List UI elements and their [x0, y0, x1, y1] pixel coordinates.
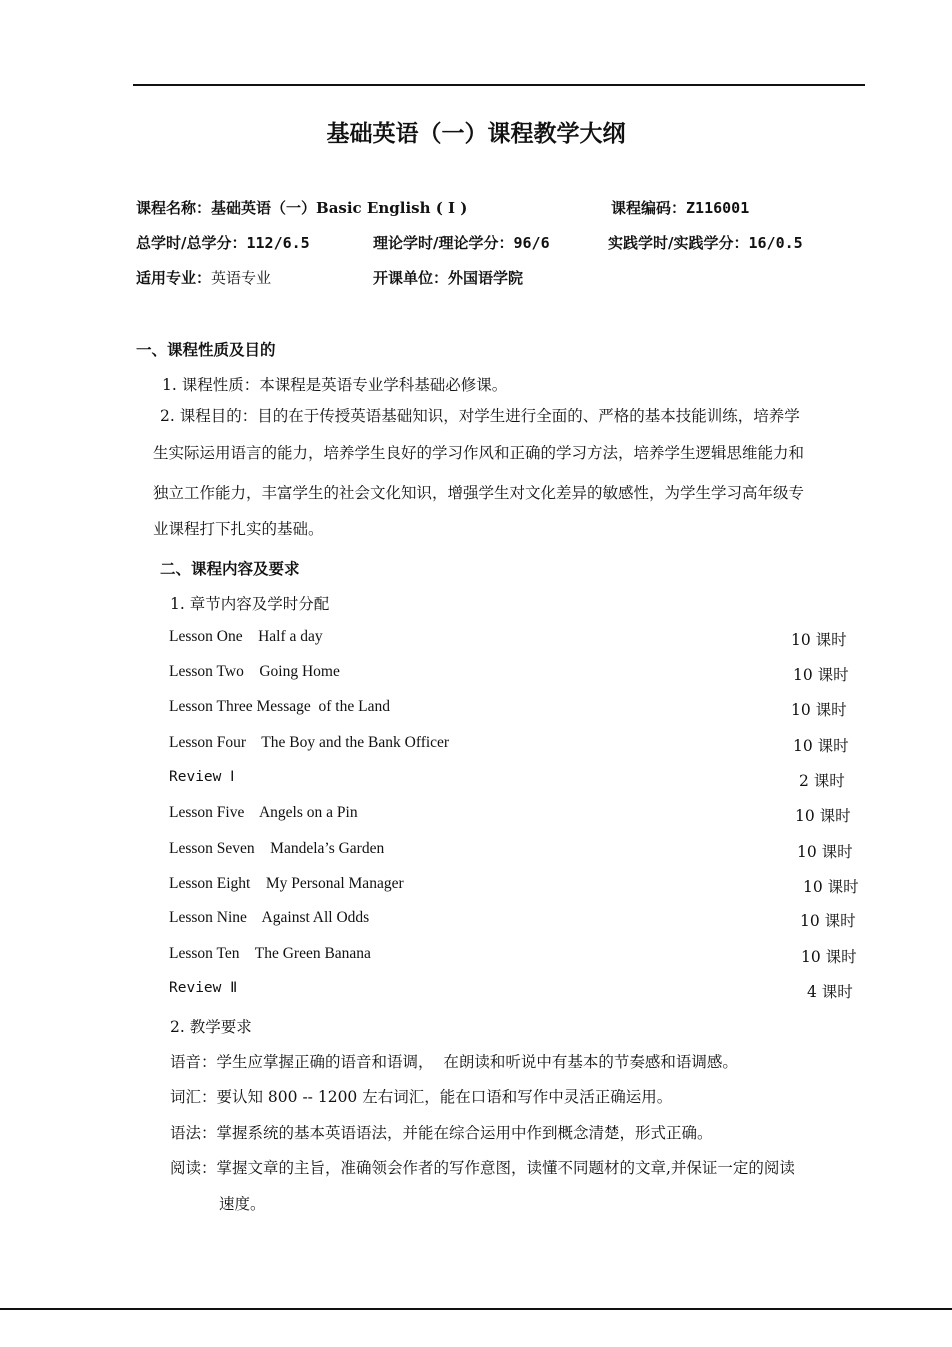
- course-name-label: 课程名称：: [136, 199, 212, 217]
- lesson-name: Lesson Ten The Green Banana: [169, 945, 371, 962]
- lesson-hours: 10 课时: [793, 737, 849, 755]
- purpose-line-4: 业课程打下扎实的基础。: [153, 520, 324, 538]
- lesson-hours: 10 课时: [791, 701, 847, 719]
- lesson-hours: 10 课时: [800, 912, 856, 930]
- purpose-line-3: 独立工作能力，丰富学生的社会文化知识，增强学生对文化差异的敏感性，为学生学习高年级专: [153, 484, 805, 502]
- review-hours: 4 课时: [807, 983, 853, 1001]
- lesson-name: Lesson Four The Boy and the Bank Officer: [169, 734, 450, 751]
- course-code: [611, 197, 749, 218]
- review-name: Review Ⅱ: [169, 980, 238, 996]
- lesson-name: Lesson Five Angels on a Pin: [169, 804, 358, 821]
- requirement-pronunciation: 语音：学生应掌握正确的语音和语调， 在朗读和听说中有基本的节奏感和语调感。: [170, 1053, 738, 1071]
- lesson-hours: 10 课时: [793, 666, 849, 684]
- section2-heading: 二、课程内容及要求: [160, 559, 300, 578]
- review-hours: 2 课时: [799, 772, 845, 790]
- lesson-name: Lesson Nine Against All Odds: [169, 909, 370, 926]
- offering-dept: [373, 267, 523, 288]
- lesson-name: Lesson Eight My Personal Manager: [169, 875, 404, 892]
- major-value: 英语专业: [211, 269, 272, 287]
- lesson-hours: 10 课时: [801, 948, 857, 966]
- applicable-major: [136, 267, 271, 288]
- section1-heading: 一、课程性质及目的: [136, 340, 276, 359]
- requirement-reading-cont: 速度。: [219, 1195, 266, 1213]
- theory-hours: [373, 232, 550, 253]
- practice-label: 实践学时/实践学分：: [608, 234, 749, 252]
- course-nature: 1. 课程性质：本课程是英语专业学科基础必修课。: [162, 376, 508, 394]
- theory-label: 理论学时/理论学分：: [373, 234, 514, 252]
- lesson-name: Lesson Two Going Home: [169, 663, 340, 680]
- lesson-name: Lesson One Half a day: [169, 628, 323, 645]
- lesson-hours: 10 课时: [795, 807, 851, 825]
- header-rule: [133, 84, 865, 86]
- teaching-requirements-heading: 2. 教学要求: [170, 1018, 252, 1036]
- lesson-hours: 10 课时: [797, 843, 853, 861]
- review-name: Review Ⅰ: [169, 769, 235, 785]
- page-title: 基础英语（一）课程教学大纲: [326, 120, 626, 147]
- requirement-vocabulary: 词汇：要认知 800 -- 1200 左右词汇，能在口语和写作中灵活正确运用。: [170, 1088, 673, 1106]
- practice-value: 16/0.5: [748, 234, 803, 252]
- lesson-hours: 10 课时: [803, 878, 859, 896]
- major-label: 适用专业：: [136, 269, 212, 287]
- lesson-name: Lesson Three Message of the Land: [169, 698, 390, 715]
- course-code-label: 课程编码：: [611, 199, 687, 217]
- dept-label: 开课单位：: [373, 269, 449, 287]
- course-code-value: Z116001: [686, 199, 750, 217]
- lesson-hours: 10 课时: [791, 631, 847, 649]
- lesson-name: Lesson Seven Mandela’s Garden: [169, 840, 385, 857]
- total-hours: [136, 232, 310, 253]
- chapter-allocation-heading: 1. 章节内容及学时分配: [170, 595, 330, 613]
- total-label: 总学时/总学分：: [136, 234, 247, 252]
- practice-hours: [608, 232, 803, 253]
- requirement-reading: 阅读：掌握文章的主旨，准确领会作者的写作意图，读懂不同题材的文章,并保证一定的阅读: [170, 1159, 795, 1177]
- footer-rule: [0, 1308, 952, 1310]
- course-name-value: 基础英语（一）Basic English ( I ): [211, 199, 468, 217]
- course-name: [136, 197, 467, 218]
- purpose-line-1: 2. 课程目的：目的在于传授英语基础知识，对学生进行全面的、严格的基本技能训练，培养学: [160, 407, 800, 425]
- dept-value: 外国语学院: [448, 269, 524, 287]
- theory-value: 96/6: [513, 234, 550, 252]
- requirement-grammar: 语法：掌握系统的基本英语语法，并能在综合运用中作到概念清楚，形式正确。: [170, 1124, 713, 1142]
- purpose-line-2: 生实际运用语言的能力，培养学生良好的学习作风和正确的学习方法，培养学生逻辑思维能力和: [153, 444, 805, 462]
- total-value: 112/6.5: [246, 234, 310, 252]
